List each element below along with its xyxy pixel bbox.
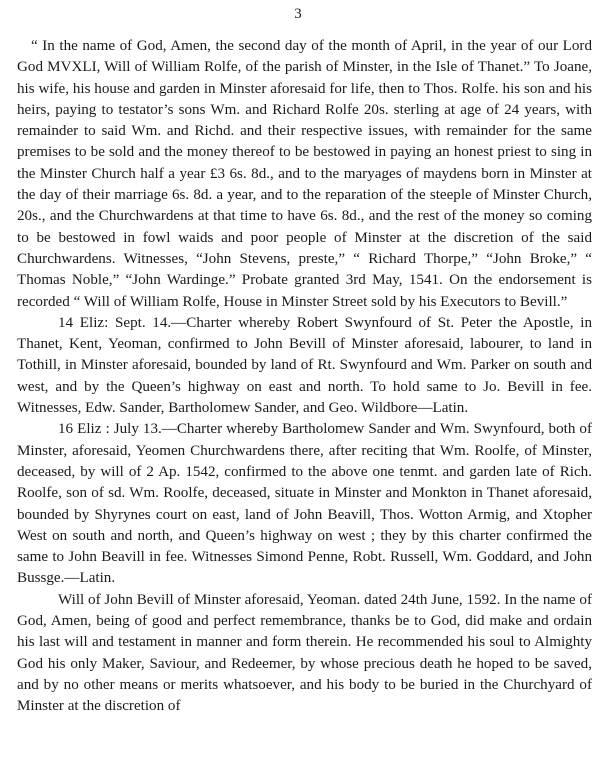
paragraph-charter-14-eliz: 14 Eliz: Sept. 14.—Charter whereby Robert Swynfourd of St. Peter the Apostle, in Thanet, Kent, Yeoman, confirmed to John Bevill of Minster aforesaid, labourer, to land in Tothill, in Minster aforesaid, bounded by land of Rt. Swynfourd and Wm. Parker on south and west, and by the Queen’s highway on east and north. To hold same to Jo. Bevill in fee. Witnesses, Edw. Sander, Bartholomew Sander, and Geo. Wildbore—Latin. — [17, 314, 592, 417]
body-text — [17, 36, 592, 718]
paragraph-charter-16-eliz: 16 Eliz : July 13.—Charter whereby Bartholomew Sander and Wm. Swynfourd, both of Minster, aforesaid, Yeomen Churchwardens there, after reciting that Wm. Roolfe, of Minster, deceased, by will of 2 Ap. 1542, confirmed to the above one tenmt. and garden late of Rich. Roolfe, son of sd. Wm. Roolfe, deceased, situate in Minster and Monkton in Thanet aforesaid, bounded by Shyrynes court on east, land of John Beavill, Thos. Wotton Armig, and Xtopher West on south and north, and Queen’s highway on west ; they by this charter confirmed the same to John Beavill in fee. Witnesses Simond Penne, Robt. Russell, Wm. Goddard, and John Bussge.—Latin. — [17, 421, 592, 587]
paragraph-will-john-bevill: Will of John Bevill of Minster aforesaid, Yeoman. dated 24th June, 1592. In the name of God, Amen, being of good and perfect remembrance, thanks be to God, did make and ordain his last will and testament in manner and form therein. He recommended his soul to Almighty God his only Maker, Saviour, and Redeemer, by whose precious death he hoped to be saved, and by no other means or merits whatsoever, and his body to be buried in the Churchyard of Minster at the discretion of — [17, 591, 592, 715]
paragraph-will-william-rolfe: “ In the name of God, Amen, the second day of the month of April, in the year of our Lord God MVXLI, Will of William Rolfe, of the parish of Minster, in the Isle of Thanet.” To Joane, his wife, his house and garden in Minster aforesaid for life, then to Thos. Rolfe. his son and his heirs, paying to testator’s sons Wm. and Richard Rolfe 20s. sterling at age of 24 years, with remainder to said Wm. and Richd. and their respective issues, with remainder for the same premises to be sold and the money thereof to be bestowed in paying an honest priest to sing in the Minster Church half a year £3 6s. 8d., and to the maryages of maydens born in Minster at the day of their marriage 6s. 8d. a year, and to the reparation of the steeple of Minster Church, 20s., and the Churchwardens at that time to have 6s. 8d., and the rest of the money so coming to be bestowed in fowl waids and poor people of Minster at the discretion of the said Churchwardens. Witnesses, “John Stevens, preste,” “ Richard Thorpe,” “John Broke,” “ Thomas Noble,” “John Wardinge.” Probate granted 3rd May, 1541. On the endorsement is recorded “ Will of William Rolfe, House in Minster Street sold by his Executors to Bevill.” — [17, 38, 592, 310]
page-number: 3 — [294, 6, 302, 22]
